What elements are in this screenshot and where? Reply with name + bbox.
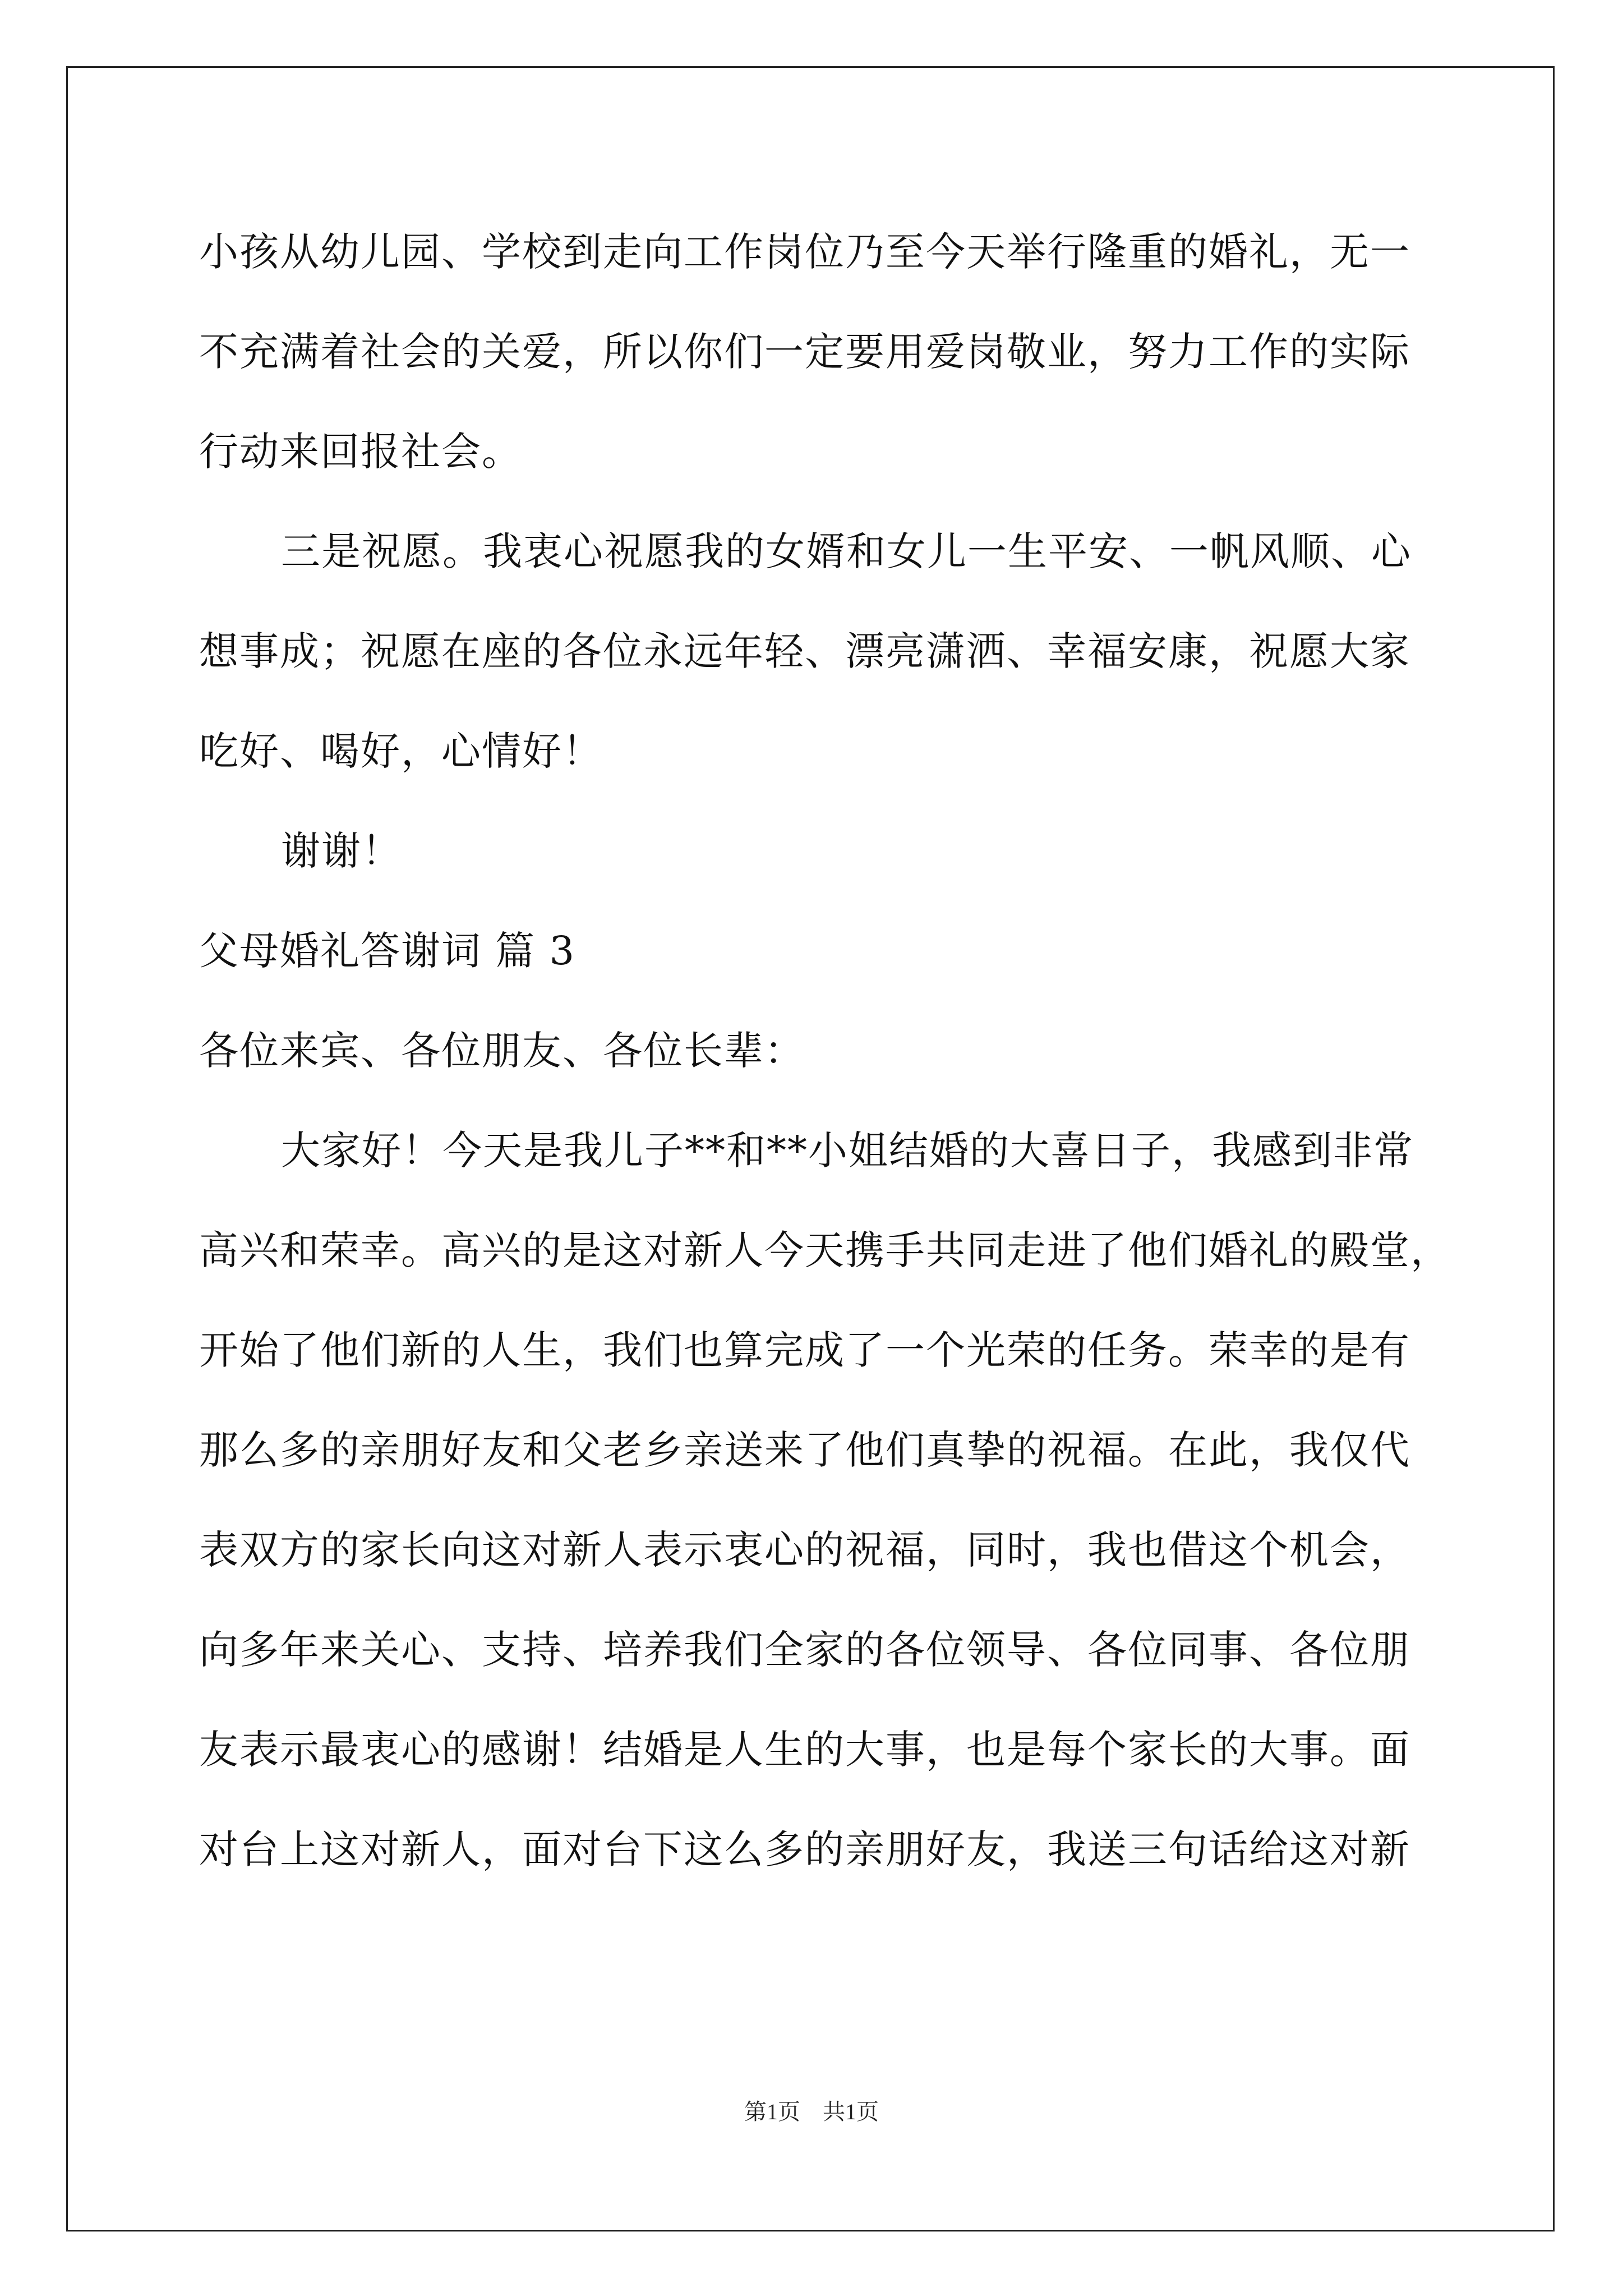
text-line: 小孩从幼儿园、学校到走向工作岗位乃至今天举行隆重的婚礼，无一 [199,229,1410,275]
section-heading: 父母婚礼答谢词 篇 3 [199,928,576,974]
text-line: 大家好！今天是我儿子**和**小姐结婚的大喜日子，我感到非常 [281,1128,1414,1174]
text-line: 吃好、喝好，心情好！ [199,728,603,774]
text-line: 三是祝愿。我衷心祝愿我的女婿和女儿一生平安、一帆风顺、心 [281,528,1412,574]
text-line: 表双方的家长向这对新人表示衷心的祝福，同时，我也借这个机会， [199,1527,1410,1573]
text-line: 对台上这对新人，面对台下这么多的亲朋好友，我送三句话给这对新 [199,1826,1410,1872]
text-line: 向多年来关心、支持、培养我们全家的各位领导、各位同事、各位朋 [199,1627,1410,1673]
text-line: 开始了他们新的人生，我们也算完成了一个光荣的任务。荣幸的是有 [199,1327,1410,1373]
text-line: 不充满着社会的关爱，所以你们一定要用爱岗敬业，努力工作的实际 [199,329,1410,375]
page-number-footer: 第1页 共1页 [744,2099,879,2124]
salutation: 各位来宾、各位朋友、各位长辈： [199,1028,805,1074]
text-line: 友表示最衷心的感谢！结婚是人生的大事，也是每个家长的大事。面 [199,1727,1410,1773]
text-line: 想事成；祝愿在座的各位永远年轻、漂亮潇洒、幸福安康，祝愿大家 [199,628,1410,674]
text-line: 高兴和荣幸。高兴的是这对新人今天携手共同走进了他们婚礼的殿堂， [199,1227,1451,1273]
document-body [199,202,1451,1899]
text-line: 那么多的亲朋好友和父老乡亲送来了他们真挚的祝福。在此，我仅代 [199,1427,1410,1473]
text-line: 谢谢！ [281,828,402,874]
text-line: 行动来回报社会。 [199,429,522,475]
